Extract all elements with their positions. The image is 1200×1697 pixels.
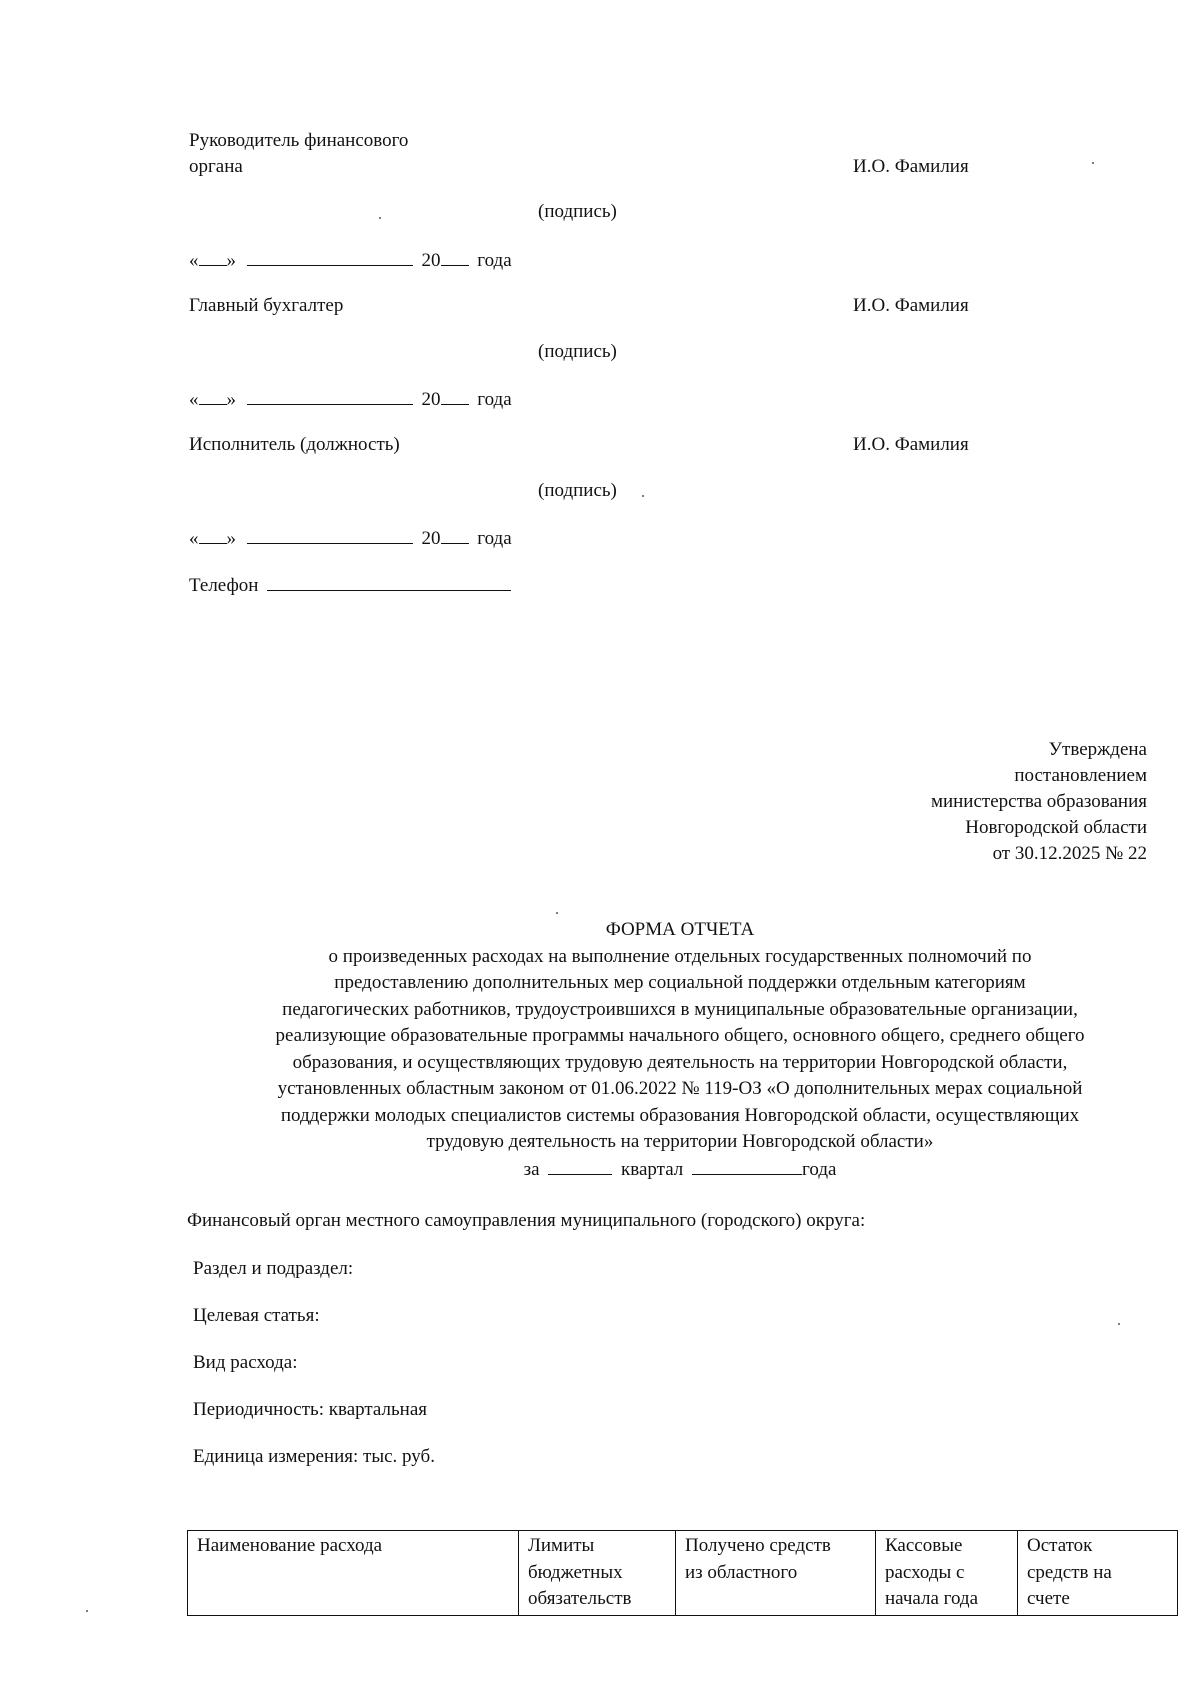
- approval-line-2: постановлением: [1014, 765, 1147, 786]
- report-title: [180, 917, 1180, 1183]
- report-table: [187, 1530, 1178, 1616]
- approval-line-1: Утверждена: [1048, 739, 1147, 760]
- date-quote-close: »: [226, 389, 236, 410]
- date-year-blank: [441, 247, 469, 266]
- date-day-blank: [199, 386, 227, 405]
- executor-signature-caption: (подпись): [538, 480, 617, 501]
- title-line-7: поддержки молодых специалистов системы образования Новгородской области, осуществляющих: [280, 1104, 1080, 1126]
- unit-field: Единица измерения: тыс. руб.: [193, 1446, 435, 1467]
- phone-line: [189, 572, 511, 598]
- periodicity-field: Периодичность: квартальная: [193, 1399, 427, 1420]
- date-year-suffix: года: [477, 389, 512, 410]
- title-line-4: реализующие образовательные программы начального общего, основного общего, среднего общего: [275, 1025, 1085, 1046]
- column-header-line: обязательств: [528, 1588, 632, 1609]
- date-year-blank: [441, 386, 469, 405]
- date-year-suffix: года: [477, 528, 512, 549]
- title-line-8: трудовую деятельность на территории Новгородской области»: [426, 1131, 934, 1152]
- date-quote-open: «: [189, 528, 199, 549]
- head-name: И.О. Фамилия: [853, 156, 969, 177]
- date-day-blank: [199, 525, 227, 544]
- chief-accountant-date-line: [189, 386, 512, 412]
- date-year-prefix: 20: [421, 389, 441, 410]
- column-header-limits: [519, 1531, 676, 1616]
- phone-blank: [267, 572, 511, 591]
- title-line-5: образования, и осуществляющих трудовую деятельность на территории Новгородской области,: [292, 1051, 1068, 1073]
- table-header-row: [188, 1531, 1178, 1616]
- column-header-line: счете: [1027, 1588, 1070, 1609]
- title-period-line: [180, 1156, 1180, 1184]
- scan-speck: [1092, 162, 1094, 164]
- scan-speck: [642, 495, 644, 497]
- period-year-blank: [692, 1156, 802, 1175]
- executor-date-line: [189, 525, 512, 551]
- chief-accountant-name: И.О. Фамилия: [853, 295, 969, 316]
- column-header-received: [676, 1531, 876, 1616]
- head-signature-caption: (подпись): [538, 201, 617, 222]
- scan-speck: [379, 217, 381, 219]
- column-header-line: средств на: [1027, 1561, 1112, 1583]
- column-header-line: Наименование расхода: [197, 1535, 383, 1556]
- period-year-label: года: [802, 1158, 837, 1180]
- date-quote-open: «: [189, 250, 199, 271]
- period-prefix: за: [523, 1158, 540, 1180]
- title-line-6: установленных областным законом от 01.06.2022 № 119-ОЗ «О дополнительных мерах социальной: [277, 1078, 1083, 1099]
- approval-line-3: министерства образования: [930, 791, 1147, 812]
- column-header-line: бюджетных: [528, 1561, 623, 1583]
- column-header-line: начала года: [885, 1588, 979, 1609]
- scan-speck: [556, 912, 558, 914]
- column-header-line: расходы с: [885, 1561, 965, 1583]
- column-header-line: из областного: [685, 1561, 798, 1583]
- date-year-blank: [441, 525, 469, 544]
- date-year-prefix: 20: [421, 528, 441, 549]
- head-label-line2: органа: [189, 156, 243, 177]
- title-line-3: педагогических работников, трудоустроившихся в муниципальные образовательные организации,: [282, 998, 1078, 1020]
- scan-speck: [1118, 1323, 1120, 1325]
- date-month-blank: [247, 247, 413, 266]
- column-header-line: Остаток: [1027, 1535, 1093, 1556]
- column-header-expense-name: [188, 1531, 519, 1616]
- column-header-line: Кассовые: [885, 1535, 963, 1556]
- title-line-2: предоставлению дополнительных мер социальной поддержки отдельным категориям: [334, 972, 1026, 993]
- title-heading: ФОРМА ОТЧЕТА: [605, 919, 755, 940]
- date-month-blank: [247, 386, 413, 405]
- executor-name: И.О. Фамилия: [853, 434, 969, 455]
- approval-block: [931, 737, 1147, 867]
- scan-speck: [86, 1610, 88, 1612]
- head-label-line1: Руководитель финансового: [189, 130, 409, 151]
- head-date-line: [189, 247, 512, 273]
- date-quote-open: «: [189, 389, 199, 410]
- column-header-line: Лимиты: [528, 1535, 595, 1556]
- target-article-field: Целевая статья:: [193, 1305, 320, 1326]
- financial-body-field: Финансовый орган местного самоуправления муниципального (городского) округа:: [187, 1210, 866, 1231]
- column-header-cash-expenses: [876, 1531, 1018, 1616]
- title-line-1: о произведенных расходах на выполнение отдельных государственных полномочий по: [328, 945, 1032, 967]
- date-month-blank: [247, 525, 413, 544]
- section-field: Раздел и подраздел:: [193, 1258, 354, 1279]
- date-year-suffix: года: [477, 250, 512, 271]
- period-quarter-blank: [548, 1156, 612, 1175]
- chief-accountant-label: Главный бухгалтер: [189, 295, 344, 316]
- approval-line-4: Новгородской области: [965, 817, 1147, 838]
- expense-type-field: Вид расхода:: [193, 1352, 298, 1373]
- date-quote-close: »: [226, 528, 236, 549]
- period-quarter-label: квартал: [621, 1158, 684, 1180]
- column-header-balance: [1018, 1531, 1178, 1616]
- executor-label: Исполнитель (должность): [189, 434, 400, 455]
- date-day-blank: [199, 247, 227, 266]
- date-quote-close: »: [226, 250, 236, 271]
- chief-accountant-signature-caption: (подпись): [538, 341, 617, 362]
- approval-line-5: от 30.12.2025 № 22: [992, 843, 1147, 864]
- date-year-prefix: 20: [421, 250, 441, 271]
- phone-label: Телефон: [189, 575, 259, 596]
- column-header-line: Получено средств: [685, 1535, 831, 1556]
